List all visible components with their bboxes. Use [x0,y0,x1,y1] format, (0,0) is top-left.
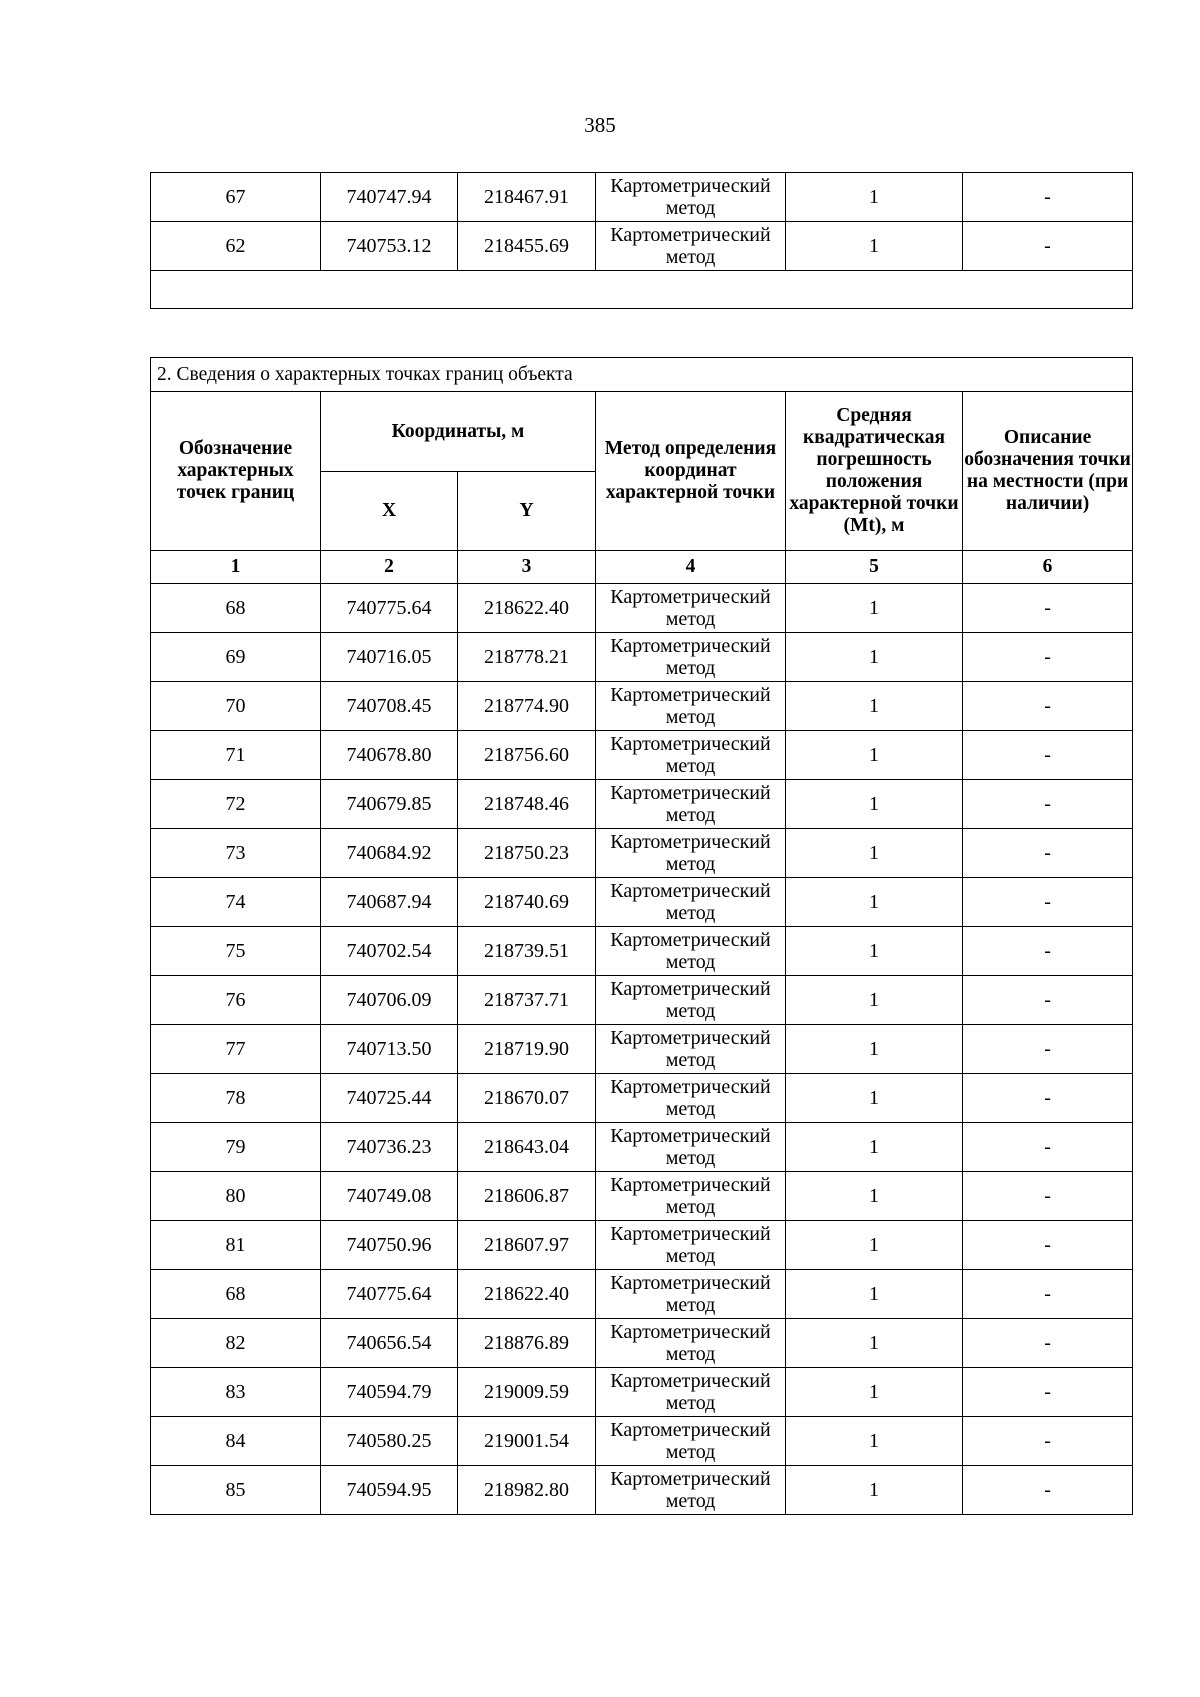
method-line-1: Картометрический [610,782,771,804]
point-cell: 75 [151,927,321,976]
table-row [151,976,1133,1025]
mt-cell: 1 [786,1270,963,1319]
method-line-2: метод [665,951,716,973]
method-cell [596,633,786,682]
method-line-1: Картометрический [610,880,771,902]
method-cell [596,731,786,780]
method-line-2: метод [665,706,716,728]
table-row [151,1319,1133,1368]
mt-cell: 1 [786,1025,963,1074]
desc-cell: - [963,1368,1133,1417]
method-line-1: Картометрический [610,586,771,608]
desc-cell: - [963,1221,1133,1270]
x-cell: 740706.09 [321,976,458,1025]
y-cell: 218607.97 [458,1221,596,1270]
method-line-1: Картометрический [610,224,771,246]
y-cell: 219009.59 [458,1368,596,1417]
table-row [151,1172,1133,1221]
method-line-2: метод [665,1294,716,1316]
desc-cell: - [963,927,1133,976]
mt-cell: 1 [786,1123,963,1172]
mt-cell: 1 [786,682,963,731]
method-cell [596,780,786,829]
point-cell: 68 [151,584,321,633]
table-row [151,1221,1133,1270]
empty-cell [151,271,1133,309]
point-cell: 62 [151,222,321,271]
method-cell [596,1074,786,1123]
table-row [151,633,1133,682]
desc-cell: - [963,780,1133,829]
table-row [151,878,1133,927]
method-line-1: Картометрический [610,175,771,197]
desc-cell: - [963,1466,1133,1515]
header-point: Обозначение характерных точек границ [151,392,321,551]
method-cell [596,927,786,976]
method-line-2: метод [665,1147,716,1169]
mt-cell: 1 [786,878,963,927]
table-row [151,1466,1133,1515]
mt-cell: 1 [786,584,963,633]
method-line-2: метод [665,755,716,777]
method-line-1: Картометрический [610,1027,771,1049]
method-line-1: Картометрический [610,1125,771,1147]
x-cell: 740750.96 [321,1221,458,1270]
desc-cell: - [963,1319,1133,1368]
method-line-2: метод [665,246,716,268]
column-number: 4 [596,551,786,584]
desc-cell: - [963,976,1133,1025]
method-cell [596,1270,786,1319]
desc-cell: - [963,1417,1133,1466]
point-cell: 67 [151,173,321,222]
mt-cell: 1 [786,927,963,976]
table-row [151,780,1133,829]
x-cell: 740749.08 [321,1172,458,1221]
point-cell: 70 [151,682,321,731]
point-cell: 80 [151,1172,321,1221]
y-cell: 218606.87 [458,1172,596,1221]
table-row [151,927,1133,976]
continuation-table-body [151,173,1133,271]
mt-cell: 1 [786,1368,963,1417]
method-cell [596,878,786,927]
header-desc: Описание обозначения точки на местности (при наличии) [963,392,1133,551]
point-cell: 74 [151,878,321,927]
y-cell: 218643.04 [458,1123,596,1172]
x-cell: 740702.54 [321,927,458,976]
method-line-2: метод [665,1000,716,1022]
x-cell: 740594.95 [321,1466,458,1515]
column-number: 1 [151,551,321,584]
x-cell: 740747.94 [321,173,458,222]
method-line-1: Картометрический [610,1223,771,1245]
y-cell: 218876.89 [458,1319,596,1368]
desc-cell: - [963,1025,1133,1074]
method-line-1: Картометрический [610,635,771,657]
y-cell: 218670.07 [458,1074,596,1123]
x-cell: 740713.50 [321,1025,458,1074]
method-cell [596,1417,786,1466]
y-cell: 218774.90 [458,682,596,731]
table-row [151,1368,1133,1417]
table-row [151,173,1133,222]
method-line-2: метод [665,657,716,679]
desc-cell: - [963,829,1133,878]
method-cell [596,1123,786,1172]
empty-row [151,271,1133,309]
x-cell: 740656.54 [321,1319,458,1368]
x-cell: 740679.85 [321,780,458,829]
header-method: Метод определения координат характерной точки [596,392,786,551]
method-cell [596,1172,786,1221]
y-cell: 218756.60 [458,731,596,780]
table-row [151,1025,1133,1074]
point-cell: 69 [151,633,321,682]
method-line-2: метод [665,1392,716,1414]
method-line-1: Картометрический [610,1272,771,1294]
method-line-2: метод [665,1245,716,1267]
method-line-1: Картометрический [610,1370,771,1392]
method-line-1: Картометрический [610,1174,771,1196]
y-cell: 218778.21 [458,633,596,682]
method-line-2: метод [665,1343,716,1365]
method-line-2: метод [665,1049,716,1071]
desc-cell: - [963,173,1133,222]
method-cell [596,222,786,271]
method-cell [596,829,786,878]
section-title: 2. Сведения о характерных точках границ объекта [151,358,1133,392]
mt-cell: 1 [786,1074,963,1123]
y-cell: 218719.90 [458,1025,596,1074]
column-number: 6 [963,551,1133,584]
y-cell: 218982.80 [458,1466,596,1515]
y-cell: 218622.40 [458,584,596,633]
method-cell [596,682,786,731]
x-cell: 740716.05 [321,633,458,682]
point-cell: 85 [151,1466,321,1515]
desc-cell: - [963,1270,1133,1319]
y-cell: 218622.40 [458,1270,596,1319]
table-row [151,682,1133,731]
mt-cell: 1 [786,829,963,878]
method-line-1: Картометрический [610,1076,771,1098]
method-cell [596,173,786,222]
y-cell: 218740.69 [458,878,596,927]
y-cell: 218748.46 [458,780,596,829]
desc-cell: - [963,1172,1133,1221]
y-cell: 218750.23 [458,829,596,878]
point-cell: 71 [151,731,321,780]
method-line-2: метод [665,853,716,875]
mt-cell: 1 [786,222,963,271]
method-line-2: метод [665,804,716,826]
boundary-points-table [150,357,1133,1515]
header-x: X [321,472,458,551]
header-coords: Координаты, м [321,392,596,472]
y-cell: 218455.69 [458,222,596,271]
method-line-2: метод [665,1196,716,1218]
y-cell: 218467.91 [458,173,596,222]
mt-cell: 1 [786,976,963,1025]
desc-cell: - [963,878,1133,927]
desc-cell: - [963,633,1133,682]
y-cell: 218737.71 [458,976,596,1025]
mt-cell: 1 [786,633,963,682]
x-cell: 740736.23 [321,1123,458,1172]
point-cell: 82 [151,1319,321,1368]
method-line-1: Картометрический [610,1321,771,1343]
method-line-1: Картометрический [610,978,771,1000]
mt-cell: 1 [786,1319,963,1368]
page-number: 385 [584,113,616,137]
column-number: 5 [786,551,963,584]
point-cell: 81 [151,1221,321,1270]
x-cell: 740684.92 [321,829,458,878]
x-cell: 740678.80 [321,731,458,780]
table-row [151,584,1133,633]
point-cell: 77 [151,1025,321,1074]
x-cell: 740725.44 [321,1074,458,1123]
method-cell [596,1466,786,1515]
table-row [151,1417,1133,1466]
x-cell: 740753.12 [321,222,458,271]
desc-cell: - [963,682,1133,731]
column-numbers-row [151,551,1133,584]
x-cell: 740708.45 [321,682,458,731]
point-cell: 72 [151,780,321,829]
desc-cell: - [963,1123,1133,1172]
method-line-1: Картометрический [610,733,771,755]
point-cell: 73 [151,829,321,878]
header-mt: Средняя квадратическая погрешность положения характерной точки (Mt), м [786,392,963,551]
method-cell [596,1221,786,1270]
point-cell: 78 [151,1074,321,1123]
x-cell: 740775.64 [321,584,458,633]
method-cell [596,1025,786,1074]
method-line-2: метод [665,1490,716,1512]
method-line-1: Картометрический [610,684,771,706]
table-row [151,222,1133,271]
method-cell [596,1319,786,1368]
table-row [151,829,1133,878]
point-cell: 68 [151,1270,321,1319]
column-number: 2 [321,551,458,584]
boundary-points-body [151,584,1133,1515]
method-line-1: Картометрический [610,929,771,951]
header-row [151,392,1133,472]
method-line-2: метод [665,902,716,924]
table-row [151,1123,1133,1172]
continuation-table [150,172,1133,309]
method-cell [596,584,786,633]
point-cell: 79 [151,1123,321,1172]
mt-cell: 1 [786,1466,963,1515]
desc-cell: - [963,1074,1133,1123]
method-line-2: метод [665,1098,716,1120]
x-cell: 740775.64 [321,1270,458,1319]
x-cell: 740687.94 [321,878,458,927]
method-line-1: Картометрический [610,1468,771,1490]
mt-cell: 1 [786,1221,963,1270]
point-cell: 84 [151,1417,321,1466]
mt-cell: 1 [786,731,963,780]
desc-cell: - [963,584,1133,633]
table-row [151,1270,1133,1319]
point-cell: 83 [151,1368,321,1417]
mt-cell: 1 [786,173,963,222]
method-line-2: метод [665,1441,716,1463]
method-line-2: метод [665,608,716,630]
point-cell: 76 [151,976,321,1025]
section-title-row [151,358,1133,392]
column-number: 3 [458,551,596,584]
method-line-2: метод [665,197,716,219]
method-cell [596,976,786,1025]
method-cell [596,1368,786,1417]
mt-cell: 1 [786,1417,963,1466]
x-cell: 740594.79 [321,1368,458,1417]
table-row [151,731,1133,780]
header-y: Y [458,472,596,551]
desc-cell: - [963,731,1133,780]
y-cell: 218739.51 [458,927,596,976]
y-cell: 219001.54 [458,1417,596,1466]
mt-cell: 1 [786,780,963,829]
mt-cell: 1 [786,1172,963,1221]
desc-cell: - [963,222,1133,271]
method-line-1: Картометрический [610,1419,771,1441]
table-row [151,1074,1133,1123]
x-cell: 740580.25 [321,1417,458,1466]
method-line-1: Картометрический [610,831,771,853]
